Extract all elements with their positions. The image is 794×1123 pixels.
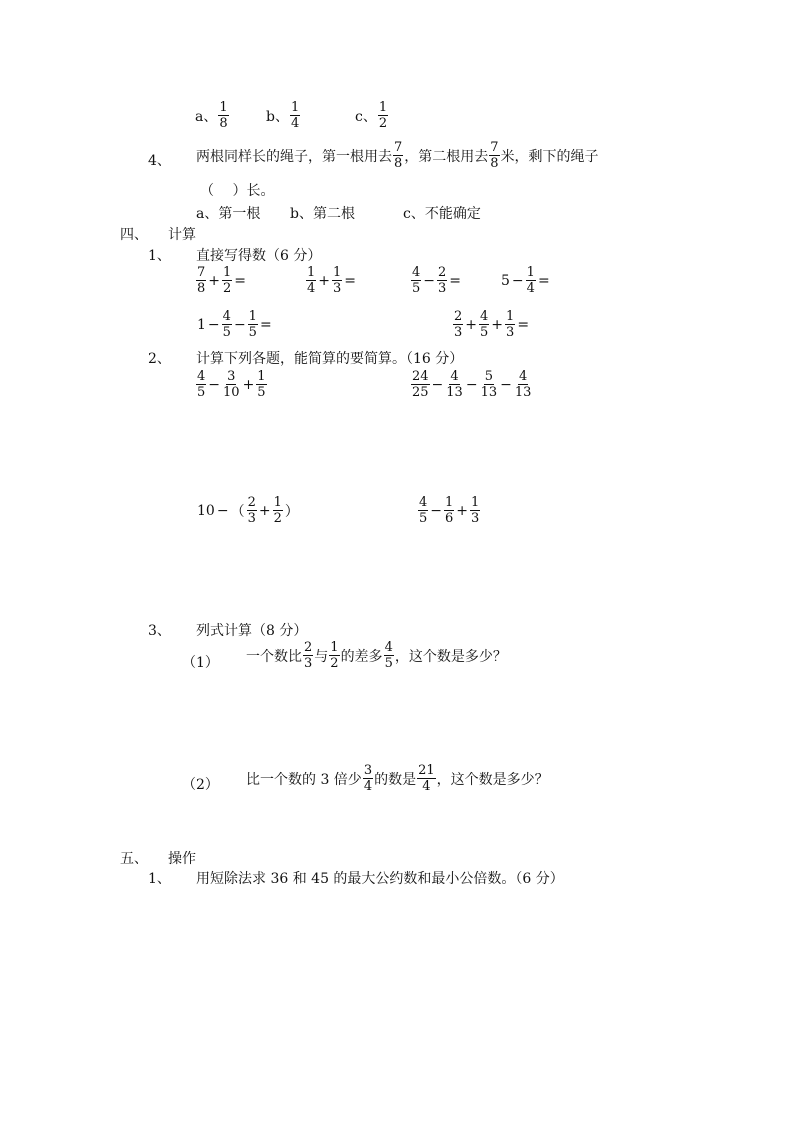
expression: $\frac{4}{5}$ − $\frac{3}{10}$ + $\frac{1}{5}$: [197, 369, 266, 400]
section-number: 五、: [120, 851, 148, 867]
expression: 1 − $\frac{4}{5}$ − $\frac{1}{5}$ =: [197, 309, 272, 340]
expression: $\frac{4}{5}$ − $\frac{2}{3}$ =: [412, 265, 462, 296]
question-title: 计算下列各题，能简算的要简算。（16 分）: [196, 351, 464, 367]
expression: 5 − $\frac{1}{4}$ =: [501, 265, 550, 296]
option-a: a、 $\frac{1}{8}$: [195, 100, 228, 131]
option-b: b、第二根: [290, 206, 355, 222]
sub-question-1: 一个数比 $\frac{2}{3}$ 与 $\frac{1}{2}$ 的差多 $\frac{4}{5}$ ，这个数是多少？: [246, 640, 507, 671]
fraction: $\frac{1}{8}$: [219, 100, 228, 131]
expression: $\frac{1}{4}$ + $\frac{1}{3}$ =: [307, 265, 357, 296]
option-c: c、 $\frac{1}{2}$: [355, 100, 388, 131]
sub-question-number: （2）: [182, 777, 219, 793]
fraction: $\frac{1}{2}$: [378, 100, 388, 131]
question-title: 用短除法求 36 和 45 的最大公约数和最小公倍数。（6 分）: [196, 871, 564, 887]
sub-question-number: （1）: [182, 655, 219, 671]
question-title: 直接写得数（6 分）: [196, 248, 322, 264]
fraction: $\frac{1}{4}$: [290, 100, 300, 131]
sub-question-2: 比一个数的 3 倍少 $\frac{3}{4}$ 的数是 $\frac{21}{4}$ ，这个数是多少？: [246, 763, 549, 794]
expression: $\frac{4}{5}$ − $\frac{1}{6}$ + $\frac{1}{3}$: [419, 495, 480, 526]
question-4-text: 两根同样长的绳子，第一根用去 $\frac{7}{8}$ ，第二根用去 $\frac{7}{8}$ 米，剩下的绳子: [196, 140, 599, 171]
question-number: 3、: [148, 623, 171, 639]
question-title: 列式计算（8 分）: [196, 623, 308, 639]
option-c: c、不能确定: [403, 206, 481, 222]
option-b: b、 $\frac{1}{4}$: [266, 100, 300, 131]
expression: 10 − （ $\frac{2}{3}$ + $\frac{1}{2}$ ）: [197, 495, 299, 526]
section-number: 四、: [120, 227, 148, 243]
question-number: 1、: [148, 871, 171, 887]
option-a: a、第一根: [196, 206, 261, 222]
section-title: 操作: [168, 851, 196, 867]
question-number: 1、: [148, 248, 171, 264]
question-number: 4、: [148, 153, 171, 169]
fraction: $\frac{7}{8}$: [394, 140, 403, 171]
question-number: 2、: [148, 351, 171, 367]
expression: $\frac{2}{3}$ + $\frac{4}{5}$ + $\frac{1}{3}$ =: [454, 309, 530, 340]
expression: $\frac{7}{8}$ + $\frac{1}{2}$ =: [197, 265, 247, 296]
answer-blank-line: （ ）长。: [200, 183, 275, 199]
section-title: 计算: [168, 227, 196, 243]
fraction: $\frac{7}{8}$: [490, 140, 499, 171]
expression: $\frac{24}{25}$ − $\frac{4}{13}$ − $\frac{5}{13}$ − $\frac{4}{13}$: [412, 369, 532, 400]
